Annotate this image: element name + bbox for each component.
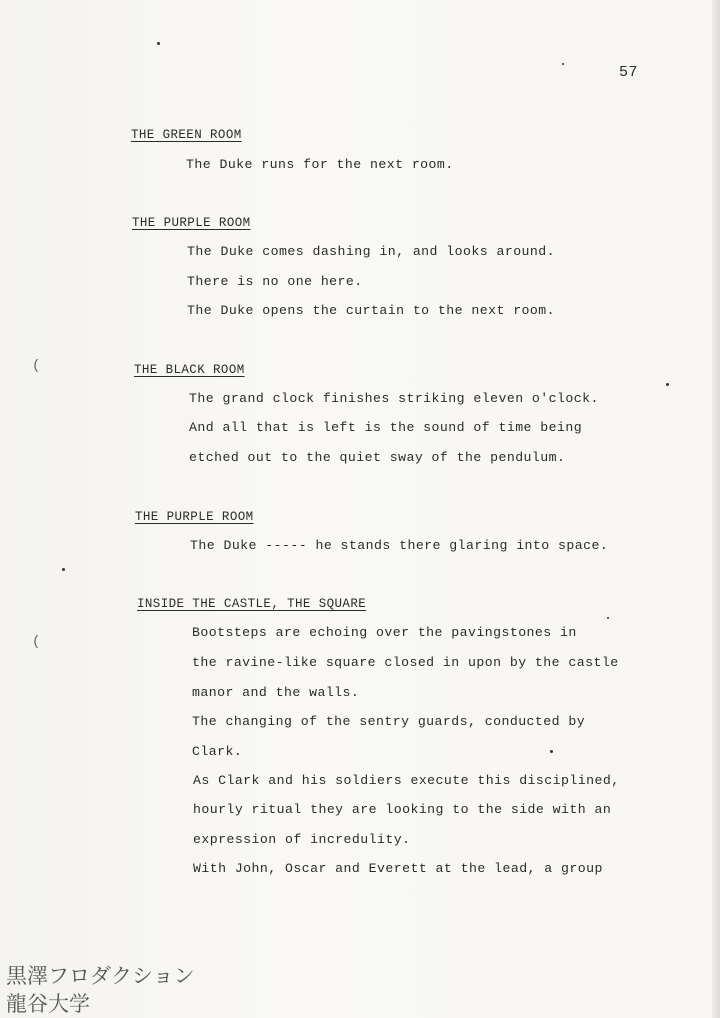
scene-heading-purple-room-2: THE PURPLE ROOM [135,510,254,524]
archive-watermark-line2: 龍谷大学 [6,992,90,1016]
script-line: The grand clock finishes striking eleven o'clock. [189,391,599,406]
script-line: etched out to the quiet sway of the pendulum. [189,450,566,465]
page-edge-shadow [712,0,720,1018]
scan-speck [666,383,669,386]
scan-speck [607,617,609,619]
script-line: With John, Oscar and Everett at the lead, a group [193,861,603,876]
scan-speck [157,42,160,45]
page-number: 57 [619,64,639,81]
scene-heading-green-room: THE GREEN ROOM [131,128,242,142]
script-line: And all that is left is the sound of time being [189,420,583,435]
scene-heading-castle-square: INSIDE THE CASTLE, THE SQUARE [137,597,367,611]
script-line: The Duke runs for the next room. [186,157,454,172]
script-line: manor and the walls. [192,685,360,700]
scan-speck [562,63,564,65]
punch-hole-mark: ( [32,634,41,650]
script-line: Bootsteps are echoing over the pavingstones in [192,625,577,640]
script-line: Clark. [192,744,243,759]
script-line: As Clark and his soldiers execute this disciplined, [193,773,620,788]
script-line: expression of incredulity. [193,832,411,847]
punch-hole-mark: ( [32,358,41,374]
script-line: The changing of the sentry guards, conducted by [192,714,586,729]
scene-heading-purple-room: THE PURPLE ROOM [132,216,251,230]
archive-watermark-line1: 黒澤フロダクション [6,964,195,988]
scan-speck [550,750,553,753]
script-line: The Duke opens the curtain to the next room. [187,303,556,318]
scan-speck [62,568,65,571]
script-line: There is no one here. [187,274,363,289]
script-line: The Duke ----- he stands there glaring into space. [190,538,609,553]
script-line: hourly ritual they are looking to the side with an [193,802,612,817]
scene-heading-black-room: THE BLACK ROOM [134,363,245,377]
script-line: the ravine-like square closed in upon by the castle [192,655,619,670]
script-line: The Duke comes dashing in, and looks around. [187,244,556,259]
